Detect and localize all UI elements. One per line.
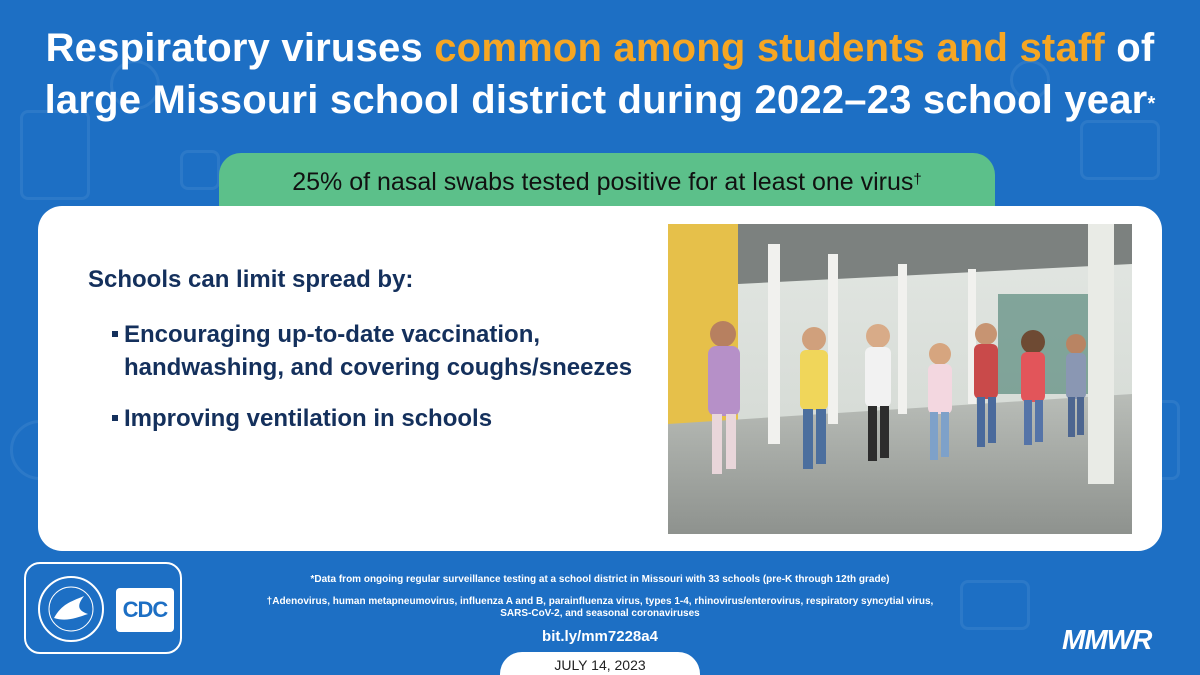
stat-banner-mark: †	[913, 171, 922, 188]
hhs-seal-icon	[36, 574, 106, 644]
mmwr-logo: MMWR	[1062, 624, 1152, 655]
title-highlight: common among students and staff	[434, 26, 1105, 70]
children-running-photo	[668, 224, 1132, 534]
title-part2: of large Missouri school district during 2022–23 school year	[44, 26, 1155, 122]
footnote-virus-list: †Adenovirus, human metapneumovirus, influenza A and B, parainfluenza virus, types 1-4, rhinovirus/enterovirus, respiratory syncytial virus, SARS-CoV-2, and seasonal coronaviruses	[266, 596, 934, 619]
bullet-list	[88, 318, 648, 453]
publication-date: JULY 14, 2023	[500, 652, 700, 675]
card-heading: Schools can limit spread by:	[88, 266, 414, 293]
title-footnote-mark: *	[1147, 93, 1156, 115]
page-title	[0, 22, 1200, 126]
short-link[interactable]: bit.ly/mm7228a4	[542, 628, 658, 645]
title-part1: Respiratory viruses	[45, 26, 435, 70]
bullet-item: Improving ventilation in schools	[88, 402, 648, 435]
info-card	[38, 206, 1162, 551]
stat-banner-text: 25% of nasal swabs tested positive for at least one virus	[292, 168, 914, 196]
cdc-logo: CDC	[116, 588, 174, 632]
footnote-data-source: *Data from ongoing regular surveillance testing at a school district in Missouri with 33 schools (pre-K through 12th grade)	[310, 574, 890, 585]
hhs-cdc-logo-box	[24, 562, 182, 654]
bullet-item: Encouraging up-to-date vaccination, handwashing, and covering coughs/sneezes	[88, 318, 648, 384]
